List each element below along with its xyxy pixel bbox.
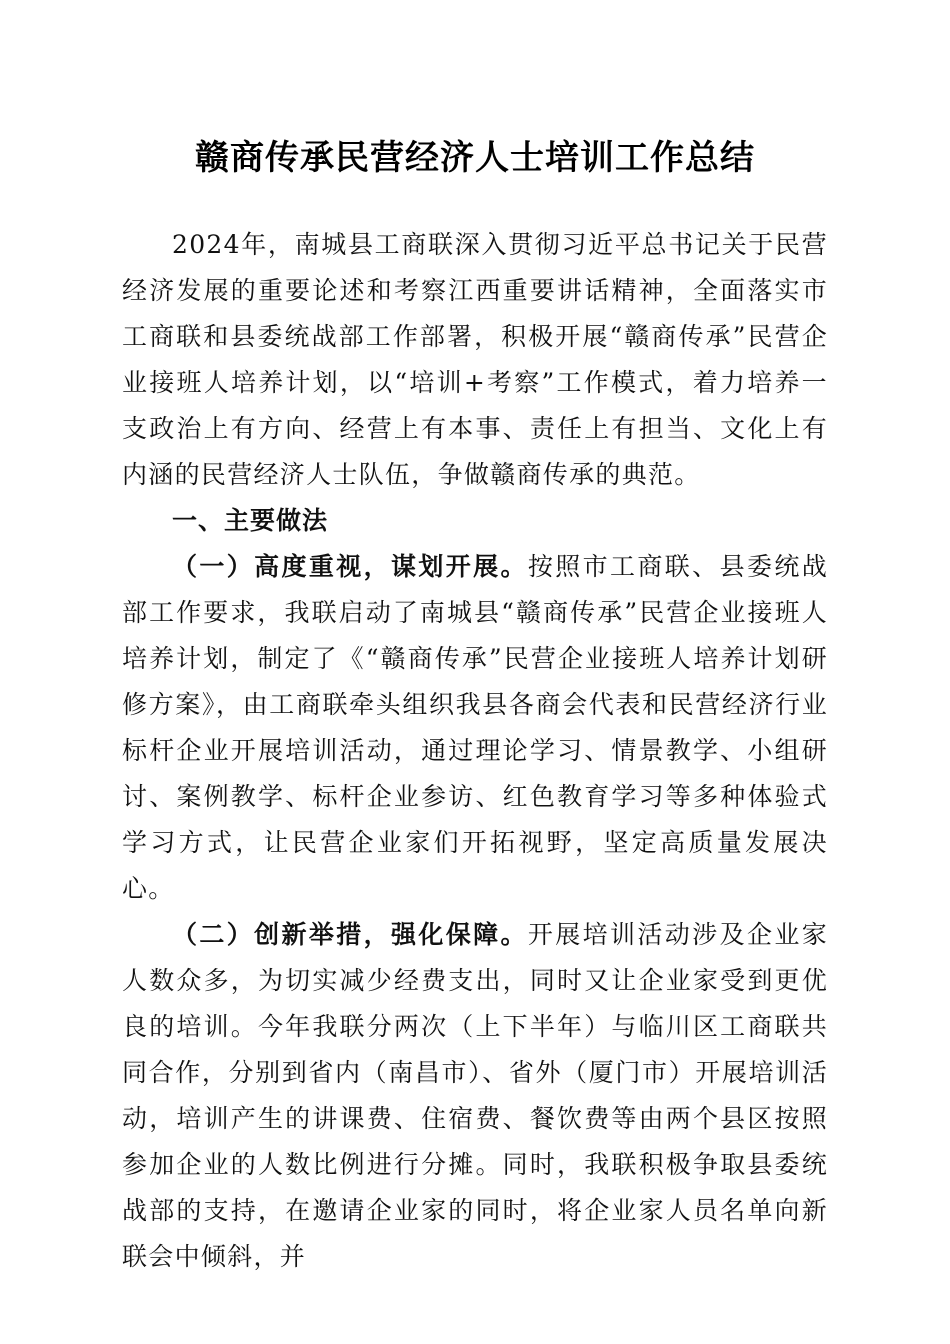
item1-paragraph: [122, 544, 828, 912]
document-title: 赣商传承民营经济人士培训工作总结: [195, 138, 755, 178]
item2-lead: （二）创新举措，强化保障。: [172, 920, 528, 949]
item2-paragraph: [122, 912, 828, 1280]
intro-paragraph: 2024年，南城县工商联深入贯彻习近平总书记关于民营经济发展的重要论述和考察江西重要讲话精神，全面落实市工商联和县委统战部工作部署，积极开展“赣商传承”民营企业接班人培养计划，以“培训+考察”工作模式，着力培养一支政治上有方向、经营上有本事、责任上有担当、文化上有内涵的民营经济人士队伍，争做赣商传承的典范。: [122, 230, 828, 489]
item1-text: 按照市工商联、县委统战部工作要求，我联启动了南城县“赣商传承”民营企业接班人培养计划，制定了《“赣商传承”民营企业接班人培养计划研修方案》，由工商联牵头组织我县各商会代表和民营经济行业标杆企业开展培训活动，通过理论学习、情景教学、小组研讨、案例教学、标杆企业参访、红色教育学习等多种体验式学习方式，让民营企业家们开拓视野，坚定高质量发展决心。: [122, 552, 828, 903]
section-heading-main-practices: 一、主要做法: [172, 506, 329, 535]
item1-lead: （一）高度重视，谋划开展。: [172, 552, 528, 581]
item2-text: 开展培训活动涉及企业家人数众多，为切实减少经费支出，同时又让企业家受到更优良的培训。今年我联分两次（上下半年）与临川区工商联共同合作，分别到省内（南昌市）、省外（厦门市）开展培训活动，培训产生的讲课费、住宿费、餐饮费等由两个县区按照参加企业的人数比例进行分摊。同时，我联积极争取县委统战部的支持，在邀请企业家的同时，将企业家人员名单向新联会中倾斜，并: [122, 920, 828, 1271]
document-body: [122, 222, 828, 1280]
